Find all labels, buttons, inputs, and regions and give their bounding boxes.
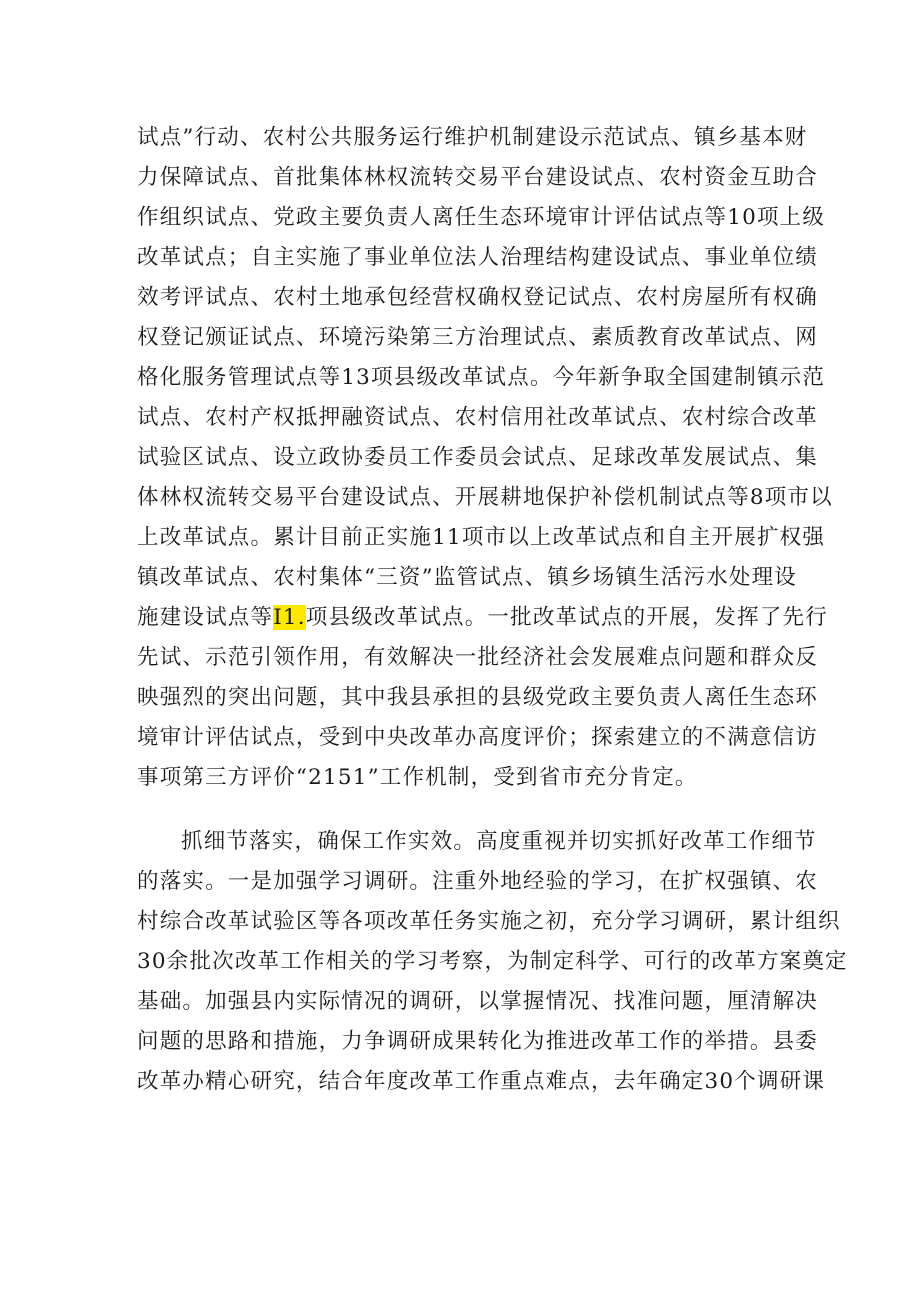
paragraph-line: 体林权流转交易平台建设试点、开展耕地保护补偿机制试点等8项市以 <box>137 485 833 510</box>
paragraph-line: 力保障试点、首批集体林权流转交易平台建设试点、农村资金互助合 <box>137 165 819 190</box>
paragraph-line: 的落实。一是加强学习调研。注重外地经验的学习，在扩权强镇、农 <box>137 869 819 894</box>
paragraph-line: 境审计评估试点，受到中央改革办高度评价；探索建立的不满意信访 <box>137 725 819 750</box>
paragraph-line: 上改革试点。累计目前正实施11项市以上改革试点和自主开展扩权强 <box>137 525 826 550</box>
highlighted-text: I1. <box>273 605 306 630</box>
paragraph-line: 试验区试点、设立政协委员工作委员会试点、足球改革发展试点、集 <box>137 445 819 470</box>
paragraph-line: 问题的思路和措施，力争调研成果转化为推进改革工作的举措。县委 <box>137 1029 819 1054</box>
paragraph-line: 改革办精心研究，结合年度改革工作重点难点，去年确定30个调研课 <box>137 1069 826 1094</box>
paragraph-line: 改革试点；自主实施了事业单位法人治理结构建设试点、事业单位绩 <box>137 245 819 270</box>
paragraph-gap <box>137 798 793 822</box>
text-run: 施建设试点等 <box>137 605 274 630</box>
paragraph-line: 先试、示范引领作用，有效解决一批经济社会发展难点问题和群众反 <box>137 645 819 670</box>
paragraph-line: 效考评试点、农村土地承包经营权确权登记试点、农村房屋所有权确 <box>137 285 819 310</box>
text-run: 项县级改革试点。一批改革试点的开展，发挥了先行 <box>305 605 828 630</box>
paragraph-line: 基础。加强县内实际情况的调研，以掌握情况、找准问题，厘清解决 <box>137 989 819 1014</box>
paragraph-line: 30余批次改革工作相关的学习考察，为制定科学、可行的改革方案奠定 <box>137 949 848 974</box>
highlighted-line <box>137 598 828 638</box>
paragraph-line: 映强烈的突出问题，其中我县承担的县级党政主要负责人离任生态环 <box>137 685 819 710</box>
paragraph-line: 格化服务管理试点等13项县级改革试点。今年新争取全国建制镇示范 <box>137 365 826 390</box>
paragraph-line: 权登记颁证试点、环境污染第三方治理试点、素质教育改革试点、网 <box>137 325 819 350</box>
document-body <box>137 118 848 1102</box>
paragraph-line: 试点”行动、农村公共服务运行维护机制建设示范试点、镇乡基本财 <box>137 125 808 150</box>
paragraph-line: 村综合改革试验区等各项改革任务实施之初，充分学习调研，累计组织 <box>137 909 841 934</box>
paragraph-line: 作组织试点、党政主要负责人离任生态环境审计评估试点等10项上级 <box>137 205 826 230</box>
paragraph-line: 镇改革试点、农村集体“三资”监管试点、镇乡场镇生活污水处理设 <box>137 565 797 590</box>
paragraph-line: 试点、农村产权抵押融资试点、农村信用社改革试点、农村综合改革 <box>137 405 819 430</box>
paragraph-first-line: 抓细节落实，确保工作实效。高度重视并切实抓好改革工作细节 <box>181 829 817 854</box>
paragraph-line: 事项第三方评价“2151”工作机制，受到省市充分肯定。 <box>137 765 698 790</box>
